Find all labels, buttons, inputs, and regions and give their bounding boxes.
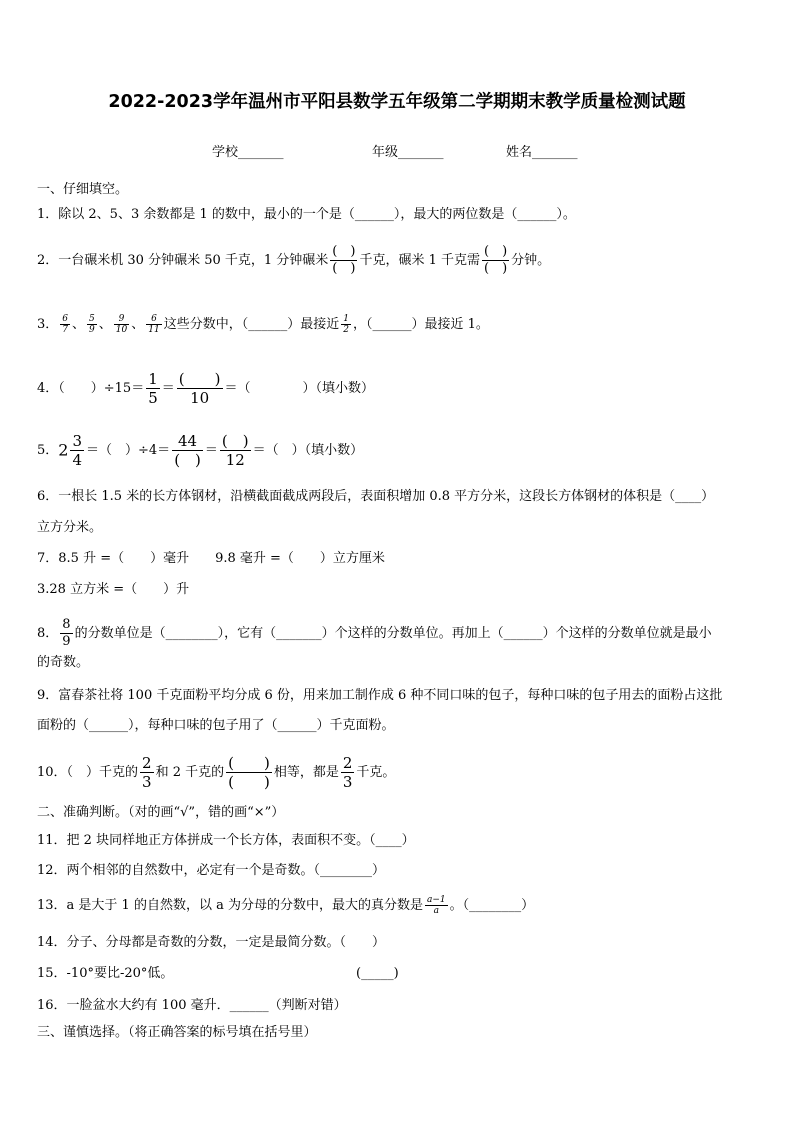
- q10-text-b: 和 2 千克的: [155, 765, 225, 780]
- q5-number: 5．: [37, 443, 59, 458]
- q3-number: 3．: [37, 317, 59, 332]
- name-field: [506, 141, 578, 160]
- question-7-line-1: 7．8.5 升 =（ ）毫升 9.8 毫升 =（ ）立方厘米: [37, 551, 385, 566]
- q3-fraction-3: [114, 314, 129, 335]
- question-10: [37, 754, 395, 791]
- question-15: [37, 966, 173, 982]
- grade-field: [372, 141, 444, 160]
- question-5: [37, 432, 363, 469]
- q5-f2-den: ( ): [174, 451, 201, 469]
- section-heading: 一、仔细填空。: [37, 182, 129, 197]
- q13-f-den: a: [433, 906, 439, 916]
- q5-f1-den: 4: [72, 451, 83, 469]
- question-2: [37, 244, 550, 277]
- q8-fraction: [60, 617, 72, 650]
- q2-fraction-1: [330, 244, 357, 277]
- question-16: 16．一脸盆水大约有 100 毫升．______（判断对错）: [37, 998, 347, 1013]
- q10-f3-den: 3: [342, 773, 353, 791]
- q3-fraction-2: [87, 314, 97, 335]
- q3-f3-den: 10: [115, 325, 128, 335]
- name-blank: _______: [532, 145, 578, 160]
- q8-number: 8．: [37, 626, 59, 641]
- question-7-line-2: 3.28 立方米 =（ ）升: [37, 582, 190, 597]
- q3-sep: 、: [98, 317, 112, 332]
- school-blank: _______: [238, 145, 284, 160]
- q3-sep: 、: [72, 317, 86, 332]
- q10-fraction-3: [341, 754, 355, 791]
- section-heading: 二、准确判断。（对的画“√”，错的画“×”）: [37, 805, 285, 820]
- q10-fraction-1: [140, 754, 154, 791]
- grade-label: 年级: [372, 145, 399, 160]
- q10-fraction-2: [226, 754, 272, 791]
- q5-f3-num: ( ): [221, 432, 249, 450]
- section-heading: 三、谨慎选择。（将正确答案的标号填在括号里）: [37, 1025, 317, 1040]
- q4-f2-den: 10: [190, 389, 210, 407]
- q3-sep: 、: [131, 317, 145, 332]
- q10-f1-num: 2: [142, 754, 152, 772]
- q3-f4-den: 11: [148, 325, 160, 335]
- q4-f1-den: 5: [148, 389, 158, 407]
- q5-eq: ＝: [204, 443, 218, 458]
- q3-text-a: 这些分数中，（______）最接近: [163, 317, 340, 332]
- question-15-answer: (_____): [356, 966, 399, 981]
- name-label: 姓名: [506, 145, 533, 160]
- q5-f3-den: 12: [225, 451, 245, 469]
- q8-text-a: 的分数单位是（________），它有（_______）个这样的分数单位。再加上（______）个这样的分数单位就是最小: [74, 626, 712, 641]
- grade-blank: _______: [398, 145, 444, 160]
- q10-f2-den: ( ): [228, 773, 270, 791]
- q8-f-num: 8: [62, 617, 71, 632]
- q5-fraction-3: [220, 432, 251, 469]
- question-6-line-1: 6．一根长 1.5 米的长方体钢材，沿横截面截成两段后，表面积增加 0.8 平方分米，这段长方体钢材的体积是（____）: [37, 489, 715, 504]
- q2-text-a: 2．一台碾米机 30 分钟碾米 50 千克，1 分钟碾米: [37, 253, 329, 268]
- question-1: 1．除以 2、5、3 余数都是 1 的数中，最小的一个是（______），最大的两位数是（______）。: [37, 207, 576, 222]
- q3-half-num: 1: [343, 314, 349, 324]
- q2-f2-den: ( ): [484, 261, 508, 276]
- school-label: 学校: [212, 145, 239, 160]
- q5-f2-num: 44: [172, 432, 203, 451]
- q4-text-b: ＝（ ）（填小数）: [224, 381, 375, 396]
- question-12: 12．两个相邻的自然数中，必定有一个是奇数。（________）: [37, 863, 386, 878]
- q13-text-b: 。（________）: [449, 898, 535, 913]
- q4-fraction-2: [177, 370, 223, 407]
- q2-text-c: 分钟。: [511, 253, 551, 268]
- q4-fraction-1: [146, 370, 160, 407]
- q10-f3-num: 2: [342, 754, 353, 772]
- q3-f2-num: 5: [89, 314, 95, 324]
- q10-text-a: 10．（ ）千克的: [37, 765, 139, 780]
- q5-fraction-1: [70, 432, 84, 469]
- q3-f2-den: 9: [89, 325, 95, 335]
- q2-fraction-2: [482, 244, 509, 277]
- q10-text-d: 千克。: [356, 765, 396, 780]
- question-8-line-2: 的奇数。: [37, 655, 90, 670]
- q3-fraction-4: [146, 314, 161, 335]
- q3-f4-num: 6: [146, 314, 161, 325]
- q5-text-b: ＝（ ）÷4＝: [86, 443, 171, 458]
- q13-text-a: 13．a 是大于 1 的自然数，以 a 为分母的分数中，最大的真分数是: [37, 898, 423, 913]
- q2-f2-num: ( ): [484, 244, 508, 259]
- q4-f1-num: 1: [148, 370, 158, 388]
- q3-f1-den: 7: [62, 325, 69, 335]
- q2-f1-den: ( ): [332, 261, 356, 276]
- q3-text-b: ，（______）最接近 1。: [352, 317, 489, 332]
- q2-f1-num: ( ): [332, 244, 356, 259]
- q13-f-num: a−1: [426, 895, 446, 905]
- q4-eq: ＝: [161, 381, 175, 396]
- q3-half: [341, 314, 351, 335]
- question-11: 11．把 2 块同样地正方体拼成一个长方体，表面积不变。（____）: [37, 833, 415, 848]
- q3-fraction-1: [60, 314, 70, 335]
- q5-fraction-2: [172, 432, 203, 469]
- question-4: [37, 370, 374, 407]
- q4-f2-num: ( ): [178, 370, 221, 388]
- question-6-line-2: 立方分米。: [37, 520, 103, 535]
- q13-fraction: [425, 895, 448, 916]
- q3-f3-num: 9: [114, 314, 129, 325]
- q5-text-c: ＝（ ）（填小数）: [252, 443, 364, 458]
- q10-f1-den: 3: [142, 773, 152, 791]
- q3-half-den: 2: [343, 325, 349, 335]
- page-title: 2022-2023学年温州市平阳县数学五年级第二学期期末教学质量检测试题: [108, 92, 686, 112]
- question-8-line-1: [37, 617, 712, 650]
- q2-text-b: 千克，碾米 1 千克需: [359, 253, 480, 268]
- question-3: [37, 314, 489, 335]
- q8-f-den: 9: [62, 634, 71, 649]
- q10-f2-num: ( ): [228, 754, 270, 772]
- q15-text-a: 15．-10°要比-20°低。: [37, 966, 174, 981]
- q5-f1-num: 3: [72, 432, 83, 450]
- question-13: [37, 895, 534, 916]
- school-field: [212, 141, 284, 160]
- q3-f1-num: 6: [62, 314, 69, 324]
- q10-text-c: 相等，都是: [273, 765, 339, 780]
- q5-whole: 2: [58, 440, 69, 460]
- question-9-line-1: 9．富春茶社将 100 千克面粉平均分成 6 份，用来加工制作成 6 种不同口味的包子，每种口味的包子用去的面粉占这批: [37, 688, 723, 703]
- question-9-line-2: 面粉的（______），每种口味的包子用了（______）千克面粉。: [37, 718, 395, 733]
- question-14: 14．分子、分母都是奇数的分数，一定是最简分数。（ ）: [37, 935, 386, 950]
- q4-text-a: 4．（ ）÷15＝: [37, 381, 145, 396]
